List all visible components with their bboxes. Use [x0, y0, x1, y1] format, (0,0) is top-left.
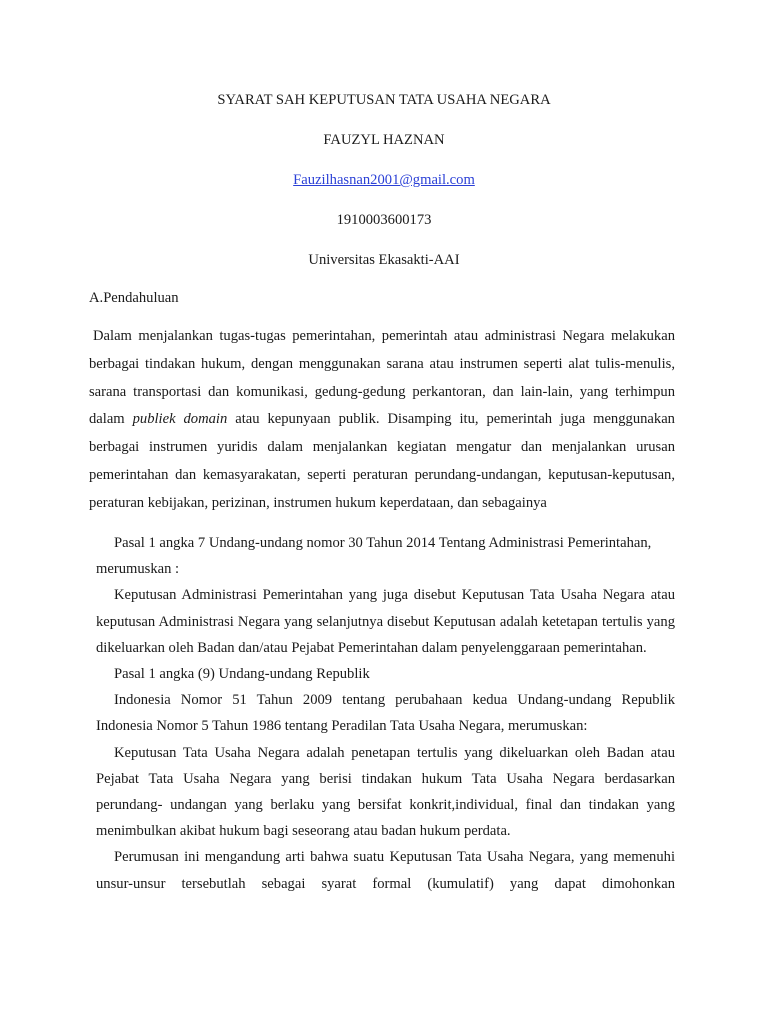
- intro-text-part2: atau kepunyaan publik. Disamping itu, pemerintah juga menggunakan berbagai instrumen yuridis dalam menjalankan kegiatan mengatur dan menjalankan urusan pemerintahan dan kemasyarakatan, seperti peraturan perundang-undangan, keputusan-keputusan, peraturan kebijakan, perizinan, instrumen hukum keperdataan, dan sebagainya: [89, 411, 675, 511]
- pasal2-intro-paragraph: Pasal 1 angka (9) Undang-undang Republik: [114, 666, 370, 683]
- author-email-link[interactable]: Fauzilhasnan2001@gmail.com: [293, 172, 475, 188]
- author-name: FAUZYL HAZNAN: [323, 132, 445, 148]
- author-email-line: [0, 172, 768, 189]
- pasal2-continuation-paragraph: Indonesia Nomor 51 Tahun 2009 tentang perubahaan kedua Undang-undang Republik Indonesia Nomor 5 Tahun 1986 tentang Peradilan Tata Usaha Negara, merumuskan:: [96, 692, 675, 735]
- intro-text-part1: Dalam menjalankan tugas-tugas pemerintahan, pemerintah atau administrasi Negara melakukan berbagai tindakan hukum, dengan menggunakan sarana atau instrumen seperti alat tulis-menulis, sarana transportasi dan komunikasi, gedung-gedung perkantoran, dan lain-lain, yang terhimpun dalam: [89, 328, 675, 428]
- student-id: 1910003600173: [336, 212, 432, 228]
- pasal1-merumuskan-line: merumuskan :: [96, 561, 180, 578]
- intro-italic-term: publiek domain: [132, 411, 228, 428]
- document-title: SYARAT SAH KEPUTUSAN TATA USAHA NEGARA: [217, 92, 551, 108]
- pasal2-definition-paragraph: Keputusan Tata Usaha Negara adalah penetapan tertulis yang dikeluarkan oleh Badan atau Pejabat Tata Usaha Negara yang berisi tindakan hukum Tata Usaha Negara berdasarkan perundang- undangan yang berlaku yang bersifat konkrit,individual, final dan tindakan yang menimbulkan akibat hukum bagi seseorang atau badan hukum perdata.: [96, 744, 675, 840]
- perumusan-paragraph: Perumusan ini mengandung arti bahwa suatu Keputusan Tata Usaha Negara, yang memenuhi unsur-unsur tersebutlah sebagai syarat formal (kumulatif) yang dapat dimohonkan: [96, 849, 675, 892]
- pasal1-intro-paragraph: Pasal 1 angka 7 Undang-undang nomor 30 Tahun 2014 Tentang Administrasi Pemerintahan,: [114, 535, 652, 551]
- body-text-block: [96, 530, 675, 897]
- university-name: Universitas Ekasakti-AAI: [308, 252, 460, 268]
- pasal1-definition-paragraph: Keputusan Administrasi Pemerintahan yang juga disebut Keputusan Tata Usaha Negara atau keputusan Administrasi Negara yang selanjutnya disebut Keputusan adalah ketetapan tertulis yang dikeluarkan oleh Badan dan/atau Pejabat Pemerintahan dalam penyelenggaraan pemerintahan.: [96, 587, 675, 656]
- intro-paragraph: [89, 323, 675, 518]
- section-heading: A.Pendahuluan: [89, 290, 179, 306]
